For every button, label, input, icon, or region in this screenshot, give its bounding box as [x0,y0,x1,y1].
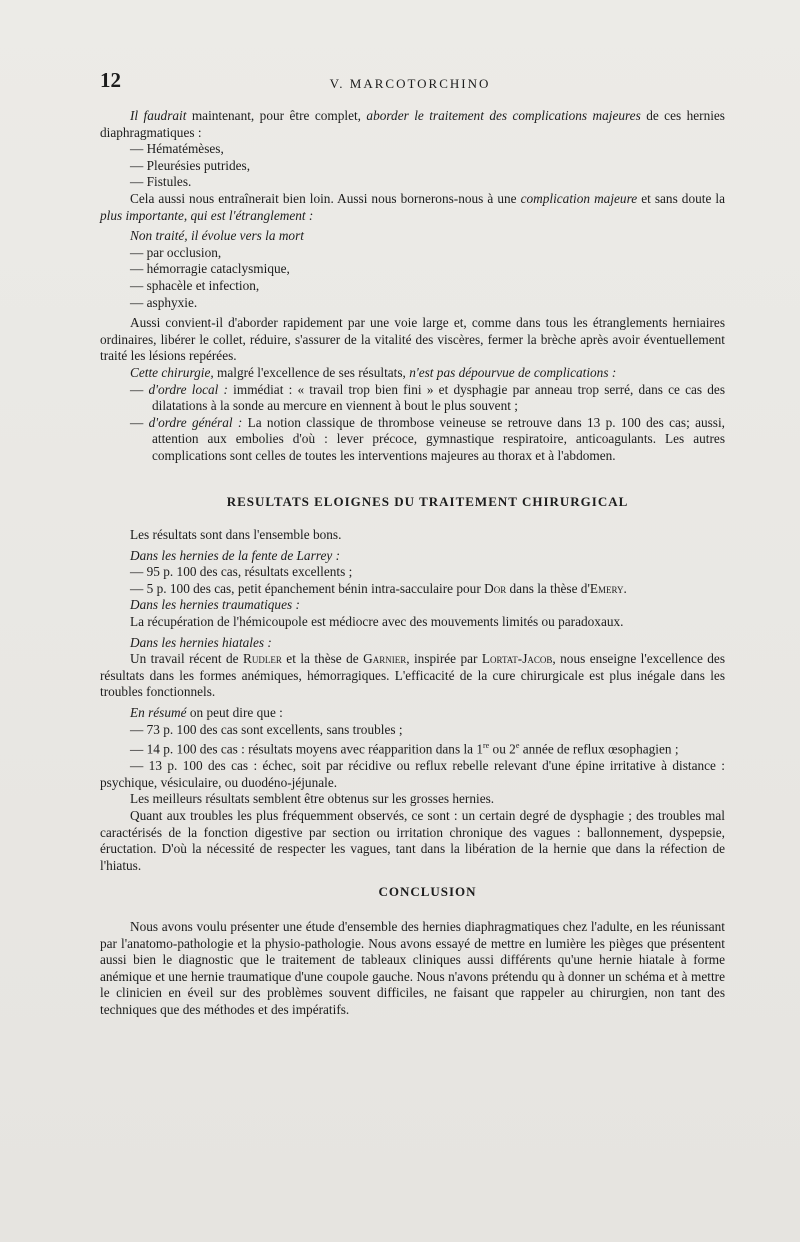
subheading-larrey: Dans les hernies de la fente de Larrey : [130,547,340,563]
paragraph: La récupération de l'hémicoupole est médiocre avec des mouvements limités ou paradoxaux. [130,614,624,630]
list-item-local [130,382,725,415]
paragraph-etranglement [100,191,725,224]
text: — 14 p. 100 des cas : résultats moyens avec réapparition dans la 1 [130,741,484,757]
text: . [623,580,627,596]
page-number: 12 [100,68,121,92]
list-item: — par occlusion, [130,244,222,260]
list-item: — 73 p. 100 des cas sont excellents, sans troubles ; [130,721,403,737]
subheading-traumatiques: Dans les hernies traumatiques : [130,597,300,613]
list-item: — Fistules. [130,174,192,190]
list-item [100,581,725,598]
author-name: Rudler [242,651,282,667]
author-name: Garnier [363,651,407,667]
page-header [100,68,720,96]
emphasis: plus importante, qui est l'étranglement : [100,207,314,223]
text: — [130,381,149,397]
emphasis: Cette chirurgie, [130,364,214,380]
list-item: — 95 p. 100 des cas, résultats excellents ; [130,564,353,580]
text: — [130,414,149,430]
list-item: — sphacèle et infection, [130,277,260,293]
emphasis: complication majeure [520,190,638,206]
list-item: — 13 p. 100 des cas : échec, soit par récidive ou reflux rebelle relevant d'une épine irritative à distance : psychique, vésiculaire, ou duodéno-jéjunale. [100,758,725,790]
author-name: Dor [484,580,507,596]
text: et la thèse de [281,651,364,667]
author-name: Lortat-Jacob [481,651,553,667]
superscript: re [483,741,490,751]
text: dans la thèse d' [506,580,590,596]
author-name: Emery [589,580,624,596]
emphasis: d'ordre général : [148,414,243,430]
paragraph: Quant aux troubles les plus fréquemment observés, ce sont : un certain degré de dysphagie ; des troubles mal caractérisés de la fonction digestive par section ou irritation chronique des vagues : ballonnement, dyspepsie, éructation. D'où la nécessité de respecter les vagues, tant dans la libération de la hernie que dans la réfection de l'hiatus. [100,807,725,873]
list-item: — Pleurésies putrides, [130,157,251,173]
running-head: V. MARCOTORCHINO [329,76,491,91]
list-item-general [130,415,725,465]
list-item: — Hématémèses, [130,141,224,157]
text: et sans doute la [637,190,725,206]
emphasis: n'est pas dépourvue de complications : [409,364,617,380]
text: , nous enseigne l'excellence des résultats dans les formes anémiques, hémorragiques. L'efficacité de la cure chirurgicale est plus inégale dans les troubles fonctionnels. [100,651,726,700]
text: Cela aussi nous entraînerait bien loin. Aussi nous bornerons-nous à une [130,190,521,206]
paragraph-resume [100,705,725,722]
emphasis: En résumé [130,705,187,720]
text: , inspirée par [406,651,482,667]
paragraph [100,651,725,701]
text: de ces hernies diaphragmatiques : [100,108,725,140]
text: La notion classique de thrombose veineuse se retrouve dans 13 p. 100 des cas; aussi, attention aux embolies d'où : lever précoce, gymnastique respiratoire, anticoagulants. Les autres complications sont celles de toutes les interventions majeures au thorax et à l'abdomen. [152,414,726,463]
list-item: — asphyxie. [130,294,198,310]
paragraph: Les meilleurs résultats semblent être obtenus sur les grosses hernies. [130,791,495,807]
paragraph-voie-large: Aussi convient-il d'aborder rapidement par une voie large et, comme dans tous les étranglements herniaires ordinaires, libérer le collet, réduire, s'assurer de la vitalité des viscères, fermer la brèche après avoir éventuellement traité les lésions repérées. [100,315,725,364]
section-title-conclusion: CONCLUSION [378,884,477,900]
emphasis: Il faudrait [130,108,187,123]
section-title-resultats: RESULTATS ELOIGNES DU TRAITEMENT CHIRURGICAL [226,494,629,510]
text: immédiat : « travail trop bien fini » et dysphagie par anneau trop serré, dans ce cas des dilatations à la sonde au mercure en viennent à bout le plus souvent ; [152,381,726,414]
text: Un travail récent de [130,651,243,667]
paragraph-conclusion: Nous avons voulu présenter une étude d'ensemble des hernies diaphragmatiques chez l'adulte, en les réunissant par l'anatomo-pathologie et la physio-pathologie. Nous avons essayé de mettre en lumière les pièges que présentent aussi bien le diagnostic que le traitement de tableaux cliniques aussi différents qu'une hernie hiatale à forme anémique et une hernie traumatique d'une coupole gauche. Nous n'avons prétendu qu à donner un schéma et à mettre le clinicien en éveil sur des problèmes souvent difficiles, ne faisant que rappeler au chirurgien, non tant des techniques que des méthodes et des impératifs. [100,918,725,1017]
text: — 5 p. 100 des cas, petit épanchement bénin intra-sacculaire pour [130,580,485,596]
paragraph-evolution: Non traité, il évolue vers la mort [130,228,304,244]
list-item: — hémorragie cataclysmique, [130,261,290,277]
emphasis: d'ordre local : [148,381,228,397]
emphasis: aborder le traitement des complications majeures [366,108,641,123]
subheading-hiatales: Dans les hernies hiatales : [130,634,272,650]
text: on peut dire que : [186,705,283,720]
paragraph-complications-intro [100,108,725,141]
paragraph-chirurgie [100,365,725,382]
text: malgré l'excellence de ses résultats, [213,364,410,380]
list-item [100,738,725,758]
text: ou 2 [489,741,516,757]
article-body [100,108,725,1019]
text: année de reflux œsophagien ; [519,741,679,757]
paragraph: Les résultats sont dans l'ensemble bons. [130,527,342,543]
superscript: e [515,741,520,751]
text: maintenant, pour être complet, [186,108,367,123]
